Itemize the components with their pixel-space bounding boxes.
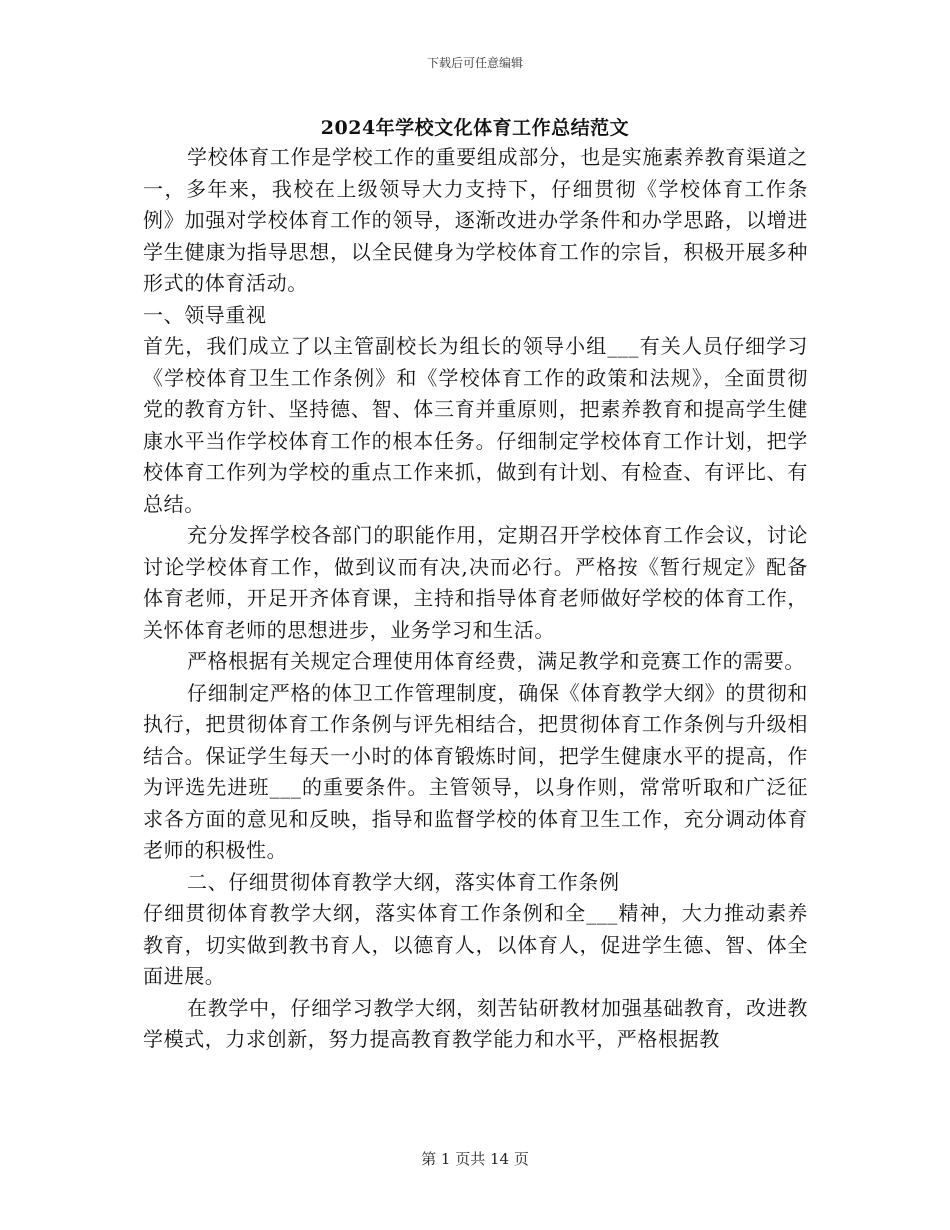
page-footer: 第 1 页共 14 页 [421, 1150, 529, 1168]
paragraph-teaching: 在教学中，仔细学习教学大纲，刻苦钻研教材加强基础教育，改进教学模式，力求创新，努力提高教育教学能力和水平，严格根据教 [143, 995, 808, 1051]
document-body [143, 142, 808, 1056]
header-note: 下载后可任意编辑 [426, 56, 523, 70]
paragraph-syllabus: 仔细贯彻体育教学大纲，落实体育工作条例和全___精神，大力推动素养教育，切实做到教书育人，以德育人，以体育人，促进学生德、智、体全面进展。 [143, 901, 808, 988]
paragraph-intro: 学校体育工作是学校工作的重要组成部分，也是实施素养教育渠道之一，多年来，我校在上级领导大力支持下，仔细贯彻《学校体育工作条例》加强对学校体育工作的领导，逐渐改进办学条件和办学思路，以增进学生健康为指导思想，以全民健身为学校体育工作的宗旨，积极开展多种形式的体育活动。 [143, 145, 808, 295]
paragraph-departments: 充分发挥学校各部门的职能作用，定期召开学校体育工作会议，讨论讨论学校体育工作，做到议而有决,决而必行。严格按《暂行规定》配备体育老师，开足开齐体育课，主持和指导体育老师做好学校的体育工作，关怀体育老师的思想进步，业务学习和生活。 [143, 523, 808, 642]
section-heading-2: 二、仔细贯彻体育教学大纲，落实体育工作条例 [187, 869, 620, 894]
section-heading-1: 一、领导重视 [143, 302, 267, 327]
paragraph-management: 仔细制定严格的体卫工作管理制度，确保《体育教学大纲》的贯彻和执行，把贯彻体育工作条例与评先相结合，把贯彻体育工作条例与升级相结合。保证学生每天一小时的体育锻炼时间，把学生健康水平的提高，作为评选先进班___的重要条件。主管领导，以身作则，常常听取和广泛征求各方面的意见和反映，指导和监督学校的体育卫生工作，充分调动体育老师的积极性。 [143, 680, 808, 862]
paragraph-leadership: 首先，我们成立了以主管副校长为组长的领导小组___有关人员仔细学习《学校体育卫生工作条例》和《学校体育工作的政策和法规》，全面贯彻党的教育方针、坚持德、智、体三育并重原则，把素养教育和提高学生健康水平当作学校体育工作的根本任务。仔细制定学校体育工作计划，把学校体育工作列为学校的重点工作来抓，做到有计划、有检查、有评比、有总结。 [143, 334, 808, 516]
paragraph-funding: 严格根据有关规定合理使用体育经费，满足教学和竞赛工作的需要。 [187, 649, 805, 673]
document-title: 2024年学校文化体育工作总结范文 [320, 117, 630, 139]
